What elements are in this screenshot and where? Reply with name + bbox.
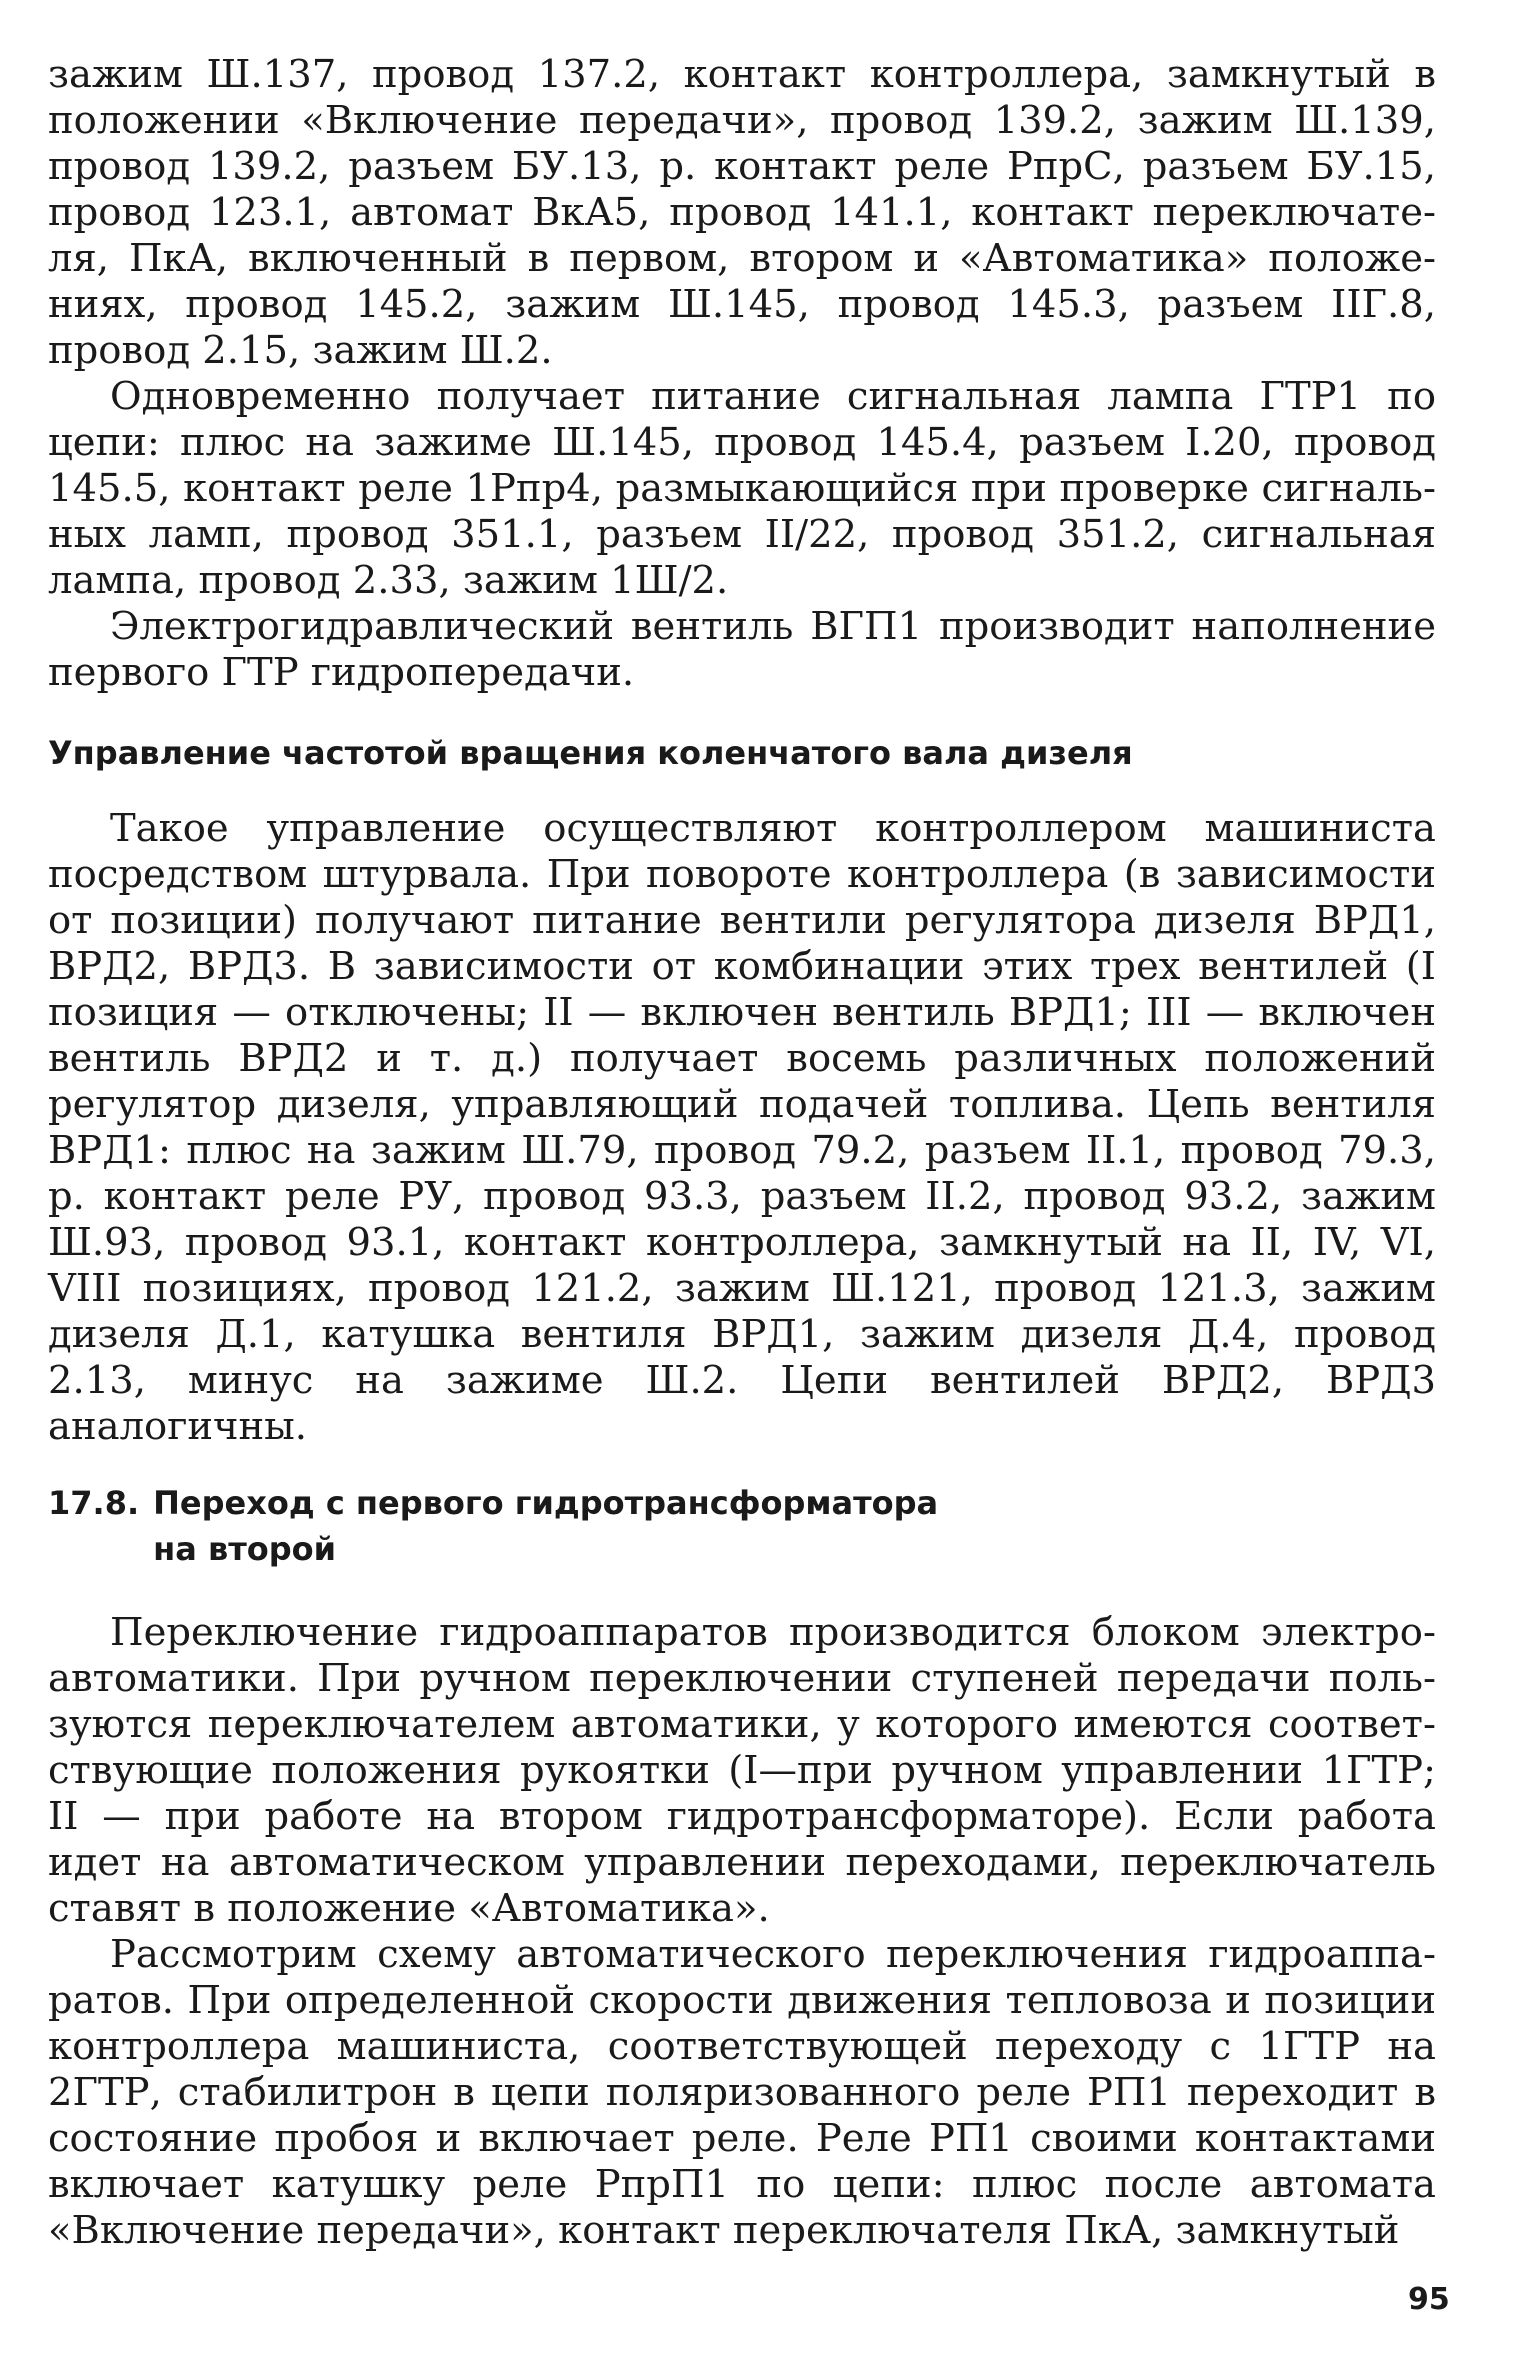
section-title xyxy=(153,1480,938,1572)
paragraph-auto-switching: Рассмотрим схему автоматического переключения гидроаппаратов. При определенной скорости движения тепловоза и позиции контроллера машиниста, соответствующей переходу с 1ГТР на 2ГТР, стабилитрон в цепи поляризованного реле РП1 переходит в состояние пробоя и включает реле. Реле РП1 своими контактами включает катушку реле РпрП1 по цепи: плюс после автомата «Включение передачи», контакт переключателя ПкА, замкнутый xyxy=(48,1932,1436,2253)
paragraph-controller: Такое управление осуществляют контроллером машиниста посредством штурвала. При повороте контроллера (в зависимости от позиции) получают питание вентили регулятора дизеля ВРД1, ВРД2, ВРД3. В зависимости от комбинации этих трех вентилей (І позиция — отключены; ІІ — включен вентиль ВРД1; ІІІ — включен вентиль ВРД2 и т. д.) получает восемь различных положений регулятор дизеля, управляющий подачей топлива. Цепь вентиля ВРД1: плюс на зажим Ш.79, провод 79.2, разъем ІІ.1, провод 79.3, р. контакт реле РУ, провод 93.3, разъем ІІ.2, провод 93.2, зажим Ш.93, провод 93.1, контакт контроллера, замкнутый на ІІ, ІV, VI, VIII позициях, провод 121.2, зажим Ш.121, провод 121.3, зажим дизеля Д.1, катушка вентиля ВРД1, зажим дизеля Д.4, провод 2.13, минус на зажиме Ш.2. Цепи вентилей ВРД2, ВРД3 аналогичны. xyxy=(48,806,1436,1449)
paragraph-signal-lamp: Одновременно получает питание сигнальная лампа ГТР1 по цепи: плюс на зажиме Ш.145, провод 145.4, разъем І.20, провод 145.5, контакт реле 1Рпр4, размыкающийся при проверке сигнальных ламп, провод 351.1, разъем ІІ/22, провод 351.2, сигнальная лампа, провод 2.33, зажим 1Ш/2. xyxy=(48,374,1436,603)
section-title-line-2: на второй xyxy=(153,1530,337,1568)
page-number: 95 xyxy=(1408,2282,1450,2317)
section-heading xyxy=(48,1480,1436,1572)
section-title-line-1: Переход с первого гидротрансформатора xyxy=(153,1484,939,1522)
paragraph-valve: Электрогидравлический вентиль ВГП1 производит наполнение первого ГТР гидропередачи. xyxy=(48,604,1436,695)
paragraph-switching: Переключение гидроаппаратов производится блоком электроавтоматики. При ручном переключении ступеней передачи пользуются переключателем автоматики, у которого имеются соответствующие положения рукоятки (І—при ручном управлении 1ГТР; ІІ — при работе на втором гидротрансформаторе). Если работа идет на автоматическом управлении переходами, переключатель ставят в положение «Автоматика». xyxy=(48,1610,1436,1931)
section-number: 17.8. xyxy=(48,1484,140,1522)
paragraph-circuit-continuation: зажим Ш.137, провод 137.2, контакт контроллера, замкнутый в положении «Включение передачи», провод 139.2, зажим Ш.139, провод 139.2, разъем БУ.13, р. контакт реле РпрС, разъем БУ.15, провод 123.1, автомат ВкА5, провод 141.1, контакт переключателя, ПкА, включенный в первом, втором и «Автоматика» положениях, провод 145.2, зажим Ш.145, провод 145.3, разъем ІІГ.8, провод 2.15, зажим Ш.2. xyxy=(48,52,1436,373)
heading-diesel-speed-control: Управление частотой вращения коленчатого вала дизеля xyxy=(48,734,1133,772)
